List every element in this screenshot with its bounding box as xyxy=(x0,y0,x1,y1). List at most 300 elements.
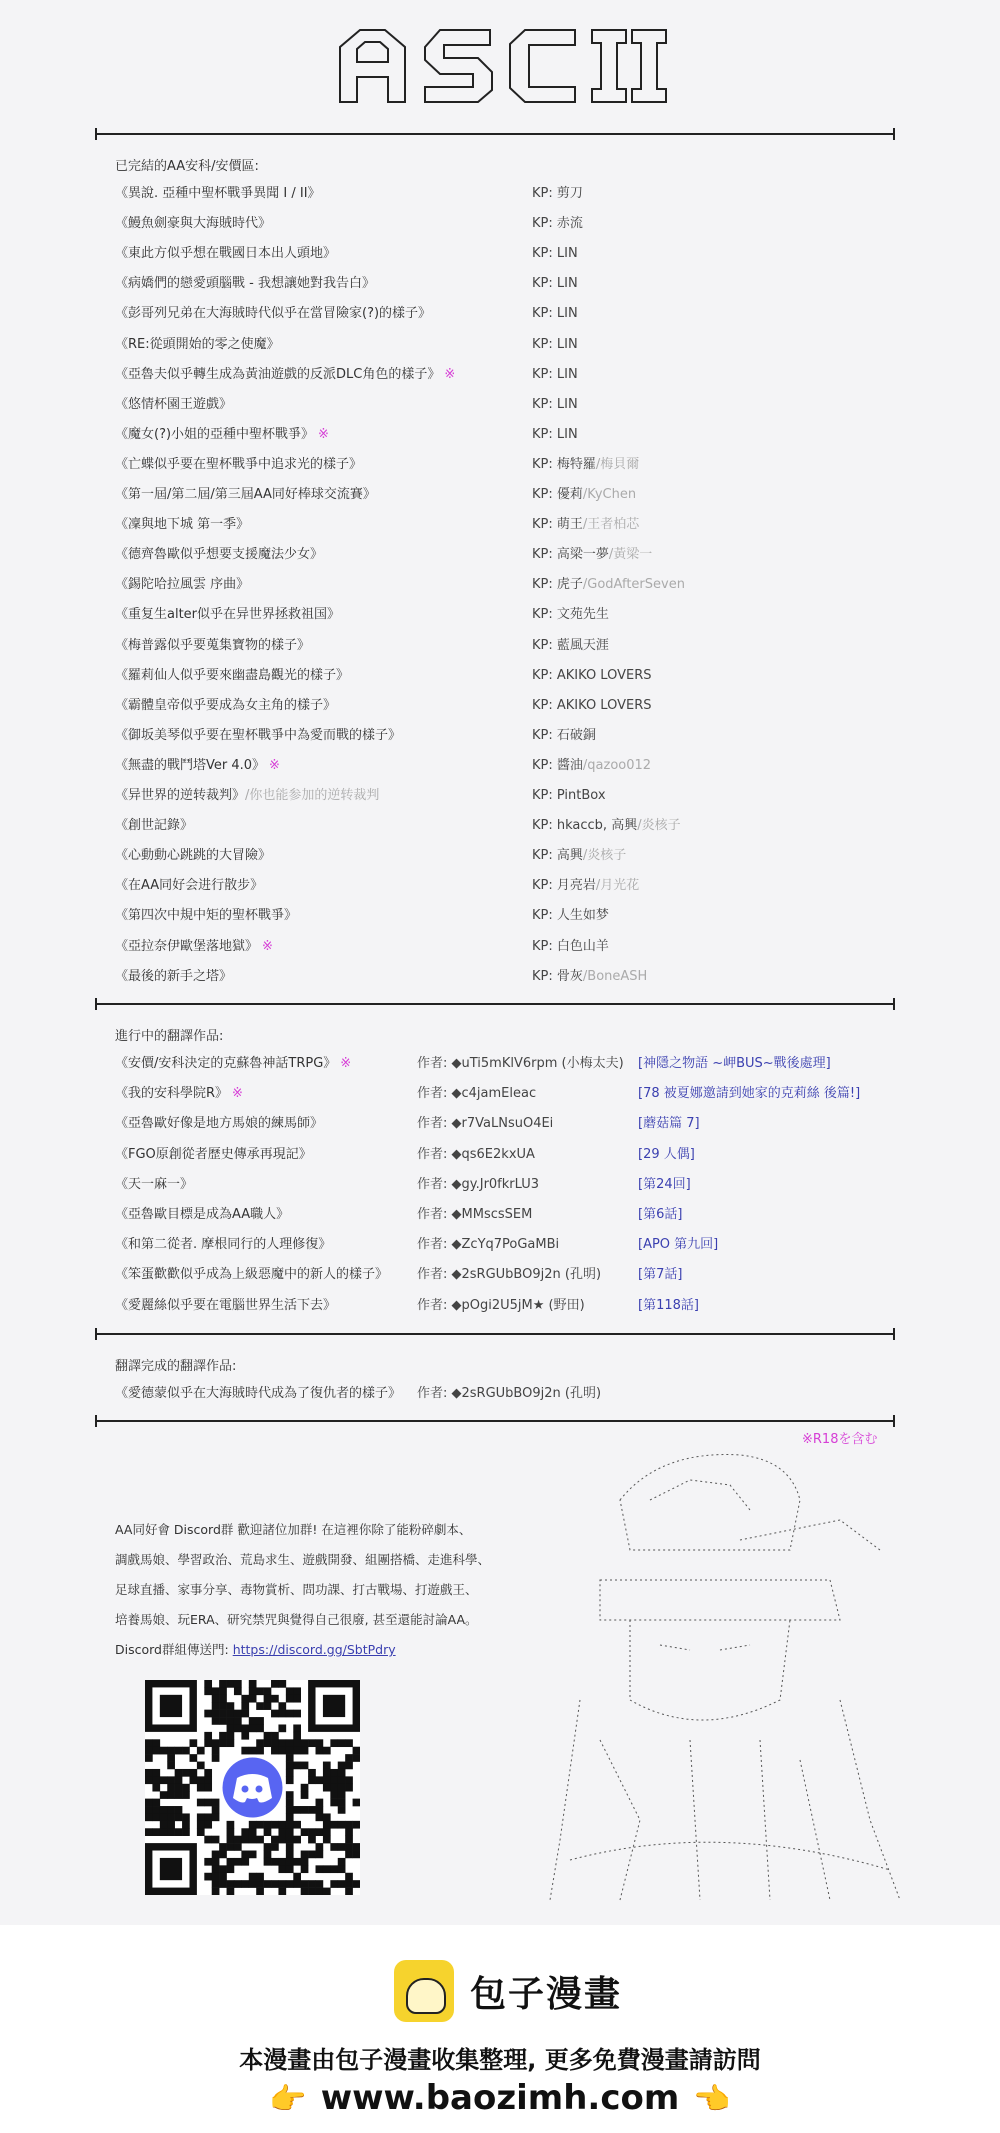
kp-credit xyxy=(532,755,651,777)
qr-module xyxy=(234,1710,242,1718)
qr-module xyxy=(293,1858,301,1866)
latest-chapter-link[interactable]: [蘑菇篇 7] xyxy=(638,1116,700,1132)
completed-row[interactable] xyxy=(115,755,895,777)
qr-module xyxy=(234,1680,242,1688)
qr-module xyxy=(152,1813,160,1821)
qr-module xyxy=(160,1776,168,1784)
qr-module xyxy=(256,1717,264,1725)
baozi-logo-icon xyxy=(394,1960,454,2022)
pointing-right-hand-icon: 👉 xyxy=(269,2082,307,2117)
kp-alt-name: /炎核子 xyxy=(582,848,627,864)
qr-module xyxy=(249,1873,257,1881)
qr-module xyxy=(189,1754,197,1762)
qr-module xyxy=(212,1851,220,1859)
finished-row[interactable] xyxy=(115,1383,895,1405)
qr-module xyxy=(145,1769,153,1777)
completed-row[interactable] xyxy=(115,334,895,356)
qr-module xyxy=(353,1843,360,1851)
qr-finder xyxy=(323,1695,345,1717)
qr-module xyxy=(204,1858,212,1866)
qr-module xyxy=(330,1739,338,1747)
qr-module xyxy=(353,1754,360,1762)
completed-row[interactable] xyxy=(115,213,895,235)
footer-url[interactable]: www.baozimh.com xyxy=(320,2078,680,2118)
work-title: 《重复生alter似乎在异世界拯救祖国》 xyxy=(115,607,341,623)
qr-module xyxy=(256,1687,264,1695)
qr-module xyxy=(316,1739,324,1747)
work-title-text: 《我的安科學院R》 xyxy=(115,1086,229,1102)
qr-module xyxy=(330,1791,338,1799)
qr-module xyxy=(167,1747,175,1755)
discord-line-1: AA同好會 Discord群 歡迎諸位加群! 在這裡你除了能粉碎劇本、 xyxy=(115,1522,472,1537)
qr-module xyxy=(330,1865,338,1873)
qr-module xyxy=(249,1724,257,1732)
qr-module xyxy=(338,1776,346,1784)
completed-row[interactable] xyxy=(115,544,895,566)
qr-module xyxy=(219,1717,227,1725)
qr-module xyxy=(338,1865,346,1873)
latest-chapter-link[interactable]: [APO 第九回] xyxy=(638,1237,719,1253)
completed-row[interactable] xyxy=(115,905,895,927)
completed-row[interactable] xyxy=(115,665,895,687)
qr-module xyxy=(219,1880,227,1888)
qr-module xyxy=(175,1747,183,1755)
qr-module xyxy=(197,1747,205,1755)
qr-module xyxy=(212,1710,220,1718)
kp-name: KP: 石破銅 xyxy=(532,727,596,743)
qr-module xyxy=(264,1739,272,1747)
kp-name: KP: LIN xyxy=(532,336,578,352)
qr-module xyxy=(345,1873,353,1881)
qr-module xyxy=(219,1680,227,1688)
ongoing-row[interactable] xyxy=(115,1295,895,1317)
completed-row[interactable] xyxy=(115,514,895,536)
completed-row[interactable] xyxy=(115,815,895,837)
kp-name: KP: AKIKO LOVERS xyxy=(532,697,652,713)
kp-credit xyxy=(532,905,609,927)
qr-module xyxy=(241,1710,249,1718)
completed-row[interactable] xyxy=(115,243,895,265)
qr-module xyxy=(227,1680,235,1688)
qr-module xyxy=(264,1732,272,1740)
ongoing-row[interactable] xyxy=(115,1174,895,1196)
qr-module xyxy=(234,1880,242,1888)
qr-module xyxy=(227,1865,235,1873)
qr-module xyxy=(286,1762,294,1770)
work-title: 《第四次中規中矩的聖杯戰爭》 xyxy=(115,908,298,924)
qr-module xyxy=(308,1769,316,1777)
work-title-text: 《亞魯歐目標是成為AA職人》 xyxy=(115,1207,290,1222)
kp-name: KP: hkaccb, 高興 xyxy=(532,818,638,834)
completed-row[interactable] xyxy=(115,725,895,747)
qr-module xyxy=(278,1747,286,1755)
qr-module xyxy=(241,1836,249,1844)
ascii-logo xyxy=(330,22,670,112)
work-title-text: 《和第二從者. 摩根同行的人理修復》 xyxy=(115,1237,332,1253)
qr-module xyxy=(345,1828,353,1836)
completed-row[interactable] xyxy=(115,424,895,446)
qr-module xyxy=(338,1762,346,1770)
qr-module xyxy=(212,1836,220,1844)
qr-module xyxy=(345,1762,353,1770)
qr-module xyxy=(345,1776,353,1784)
latest-chapter-link[interactable]: [29 人偶] xyxy=(638,1146,695,1162)
qr-module xyxy=(160,1791,168,1799)
kp-credit xyxy=(532,454,639,476)
qr-module xyxy=(152,1776,160,1784)
kp-credit xyxy=(532,845,626,867)
latest-chapter-link[interactable]: [第118話] xyxy=(638,1297,699,1313)
qr-module xyxy=(301,1858,309,1866)
qr-module xyxy=(160,1806,168,1814)
ongoing-row[interactable] xyxy=(115,1113,895,1135)
qr-module xyxy=(323,1784,331,1792)
qr-module xyxy=(212,1747,220,1755)
author-credit: 作者: ◆r7VaLNsuO4Ei xyxy=(417,1116,554,1132)
qr-module xyxy=(338,1791,346,1799)
logo-text: ASCII xyxy=(500,110,503,111)
qr-module xyxy=(308,1836,316,1844)
kp-name: KP: LIN xyxy=(532,426,578,442)
discord-eye-icon xyxy=(256,1786,263,1793)
qr-module xyxy=(330,1821,338,1829)
author-credit: 作者: ◆pOgi2U5jM★ (野田) xyxy=(417,1297,585,1313)
kp-credit xyxy=(532,604,609,626)
completed-row[interactable] xyxy=(115,394,895,416)
kp-credit xyxy=(532,514,639,536)
qr-module xyxy=(301,1762,309,1770)
completed-row[interactable] xyxy=(115,273,895,295)
qr-module xyxy=(293,1821,301,1829)
work-title xyxy=(115,1264,388,1286)
completed-row[interactable] xyxy=(115,695,895,717)
kp-name: KP: 骨灰 xyxy=(532,968,583,984)
r18-note: ※R18を含む xyxy=(802,1432,878,1447)
completed-row[interactable] xyxy=(115,785,895,807)
qr-module xyxy=(145,1776,153,1784)
qr-module xyxy=(353,1821,360,1829)
qr-module xyxy=(286,1880,294,1888)
section-divider xyxy=(95,1420,895,1422)
qr-module xyxy=(293,1880,301,1888)
qr-module xyxy=(167,1776,175,1784)
qr-module xyxy=(249,1836,257,1844)
qr-module xyxy=(316,1888,324,1895)
footer-url-row xyxy=(0,2078,1000,2118)
qr-module xyxy=(175,1784,183,1792)
kp-credit xyxy=(532,243,578,265)
qr-module xyxy=(241,1747,249,1755)
work-title-text: 《亞魯歐好像是地方馬娘的練馬師》 xyxy=(115,1116,324,1132)
qr-module xyxy=(204,1710,212,1718)
qr-module xyxy=(345,1843,353,1851)
ongoing-row[interactable] xyxy=(115,1144,895,1166)
qr-module xyxy=(227,1724,235,1732)
qr-module xyxy=(256,1836,264,1844)
qr-module xyxy=(323,1888,331,1895)
qr-module xyxy=(308,1806,316,1814)
qr-module xyxy=(308,1888,316,1895)
work-title-text: 《天一麻一》 xyxy=(115,1176,194,1192)
qr-module xyxy=(330,1799,338,1807)
qr-module xyxy=(256,1880,264,1888)
qr-module xyxy=(212,1813,220,1821)
latest-chapter-link[interactable]: [第24回] xyxy=(638,1176,691,1192)
qr-module xyxy=(212,1880,220,1888)
kp-alt-name: /qazoo012 xyxy=(582,757,652,773)
qr-module xyxy=(256,1739,264,1747)
qr-module xyxy=(212,1739,220,1747)
finished-title: 翻譯完成的翻譯作品: xyxy=(115,1359,237,1374)
qr-module xyxy=(345,1784,353,1792)
qr-module xyxy=(256,1747,264,1755)
kp-alt-name: /黃梁一 xyxy=(608,547,653,563)
qr-module xyxy=(278,1880,286,1888)
ongoing-row[interactable] xyxy=(115,1053,895,1075)
qr-module xyxy=(293,1695,301,1703)
qr-module xyxy=(293,1806,301,1814)
qr-module xyxy=(323,1747,331,1755)
author-credit: 作者: ◆qs6E2kxUA xyxy=(417,1146,535,1162)
completed-row[interactable] xyxy=(115,364,895,386)
qr-module xyxy=(293,1873,301,1881)
qr-module xyxy=(145,1828,153,1836)
work-title: 《無盡的戰鬥塔Ver 4.0》 ※ xyxy=(115,757,280,773)
kp-alt-name: /KyChen xyxy=(582,487,637,502)
qr-module xyxy=(249,1747,257,1755)
completed-row[interactable] xyxy=(115,183,895,205)
qr-module xyxy=(316,1799,324,1807)
qr-module xyxy=(212,1806,220,1814)
qr-module xyxy=(286,1858,294,1866)
qr-module xyxy=(212,1799,220,1807)
kp-name: KP: 赤流 xyxy=(532,216,583,232)
qr-module xyxy=(241,1858,249,1866)
completed-row[interactable] xyxy=(115,936,895,958)
qr-module xyxy=(234,1843,242,1851)
kp-credit xyxy=(532,424,578,446)
work-title: 《亡蝶似乎要在聖杯戰爭中追求光的樣子》 xyxy=(115,456,363,472)
qr-module xyxy=(227,1836,235,1844)
qr-module xyxy=(278,1858,286,1866)
qr-module xyxy=(271,1732,279,1740)
qr-module xyxy=(145,1813,153,1821)
qr-module xyxy=(286,1791,294,1799)
qr-module xyxy=(249,1717,257,1725)
qr-module xyxy=(160,1813,168,1821)
qr-module xyxy=(212,1695,220,1703)
qr-module xyxy=(256,1724,264,1732)
qr-module xyxy=(175,1769,183,1777)
qr-module xyxy=(219,1710,227,1718)
qr-module xyxy=(308,1851,316,1859)
qr-module xyxy=(286,1769,294,1777)
kp-name: KP: AKIKO LOVERS xyxy=(532,667,652,683)
qr-module xyxy=(227,1880,235,1888)
qr-module xyxy=(278,1888,286,1895)
work-title xyxy=(115,1204,289,1226)
kp-credit xyxy=(532,364,578,386)
qr-module xyxy=(278,1724,286,1732)
qr-module xyxy=(316,1851,324,1859)
qr-module xyxy=(249,1821,257,1829)
qr-module xyxy=(286,1828,294,1836)
qr-module xyxy=(301,1865,309,1873)
qr-module xyxy=(175,1806,183,1814)
work-title: 《彭哥列兄弟在大海賊時代似乎在當冒險家(?)的樣子》 xyxy=(115,306,432,322)
ongoing-row[interactable] xyxy=(115,1204,895,1226)
kp-credit xyxy=(532,484,636,506)
qr-module xyxy=(152,1806,160,1814)
kp-name: KP: 梅特羅 xyxy=(532,456,596,472)
qr-module xyxy=(145,1799,153,1807)
qr-module xyxy=(264,1880,272,1888)
qr-module xyxy=(204,1799,212,1807)
discord-link[interactable]: https://discord.gg/SbtPdry xyxy=(232,1642,396,1657)
qr-module xyxy=(293,1739,301,1747)
discord-qr-code[interactable] xyxy=(145,1680,360,1895)
work-title: 《霸體皇帝似乎要成為女主角的樣子》 xyxy=(115,697,337,713)
qr-module xyxy=(278,1821,286,1829)
qr-module xyxy=(227,1843,235,1851)
qr-module xyxy=(301,1851,309,1859)
qr-module xyxy=(256,1702,264,1710)
qr-module xyxy=(323,1813,331,1821)
qr-module xyxy=(175,1791,183,1799)
kp-credit xyxy=(532,574,685,596)
ongoing-row[interactable] xyxy=(115,1083,895,1105)
kp-name: KP: 虎子 xyxy=(532,577,583,593)
star-mark: ※ xyxy=(340,1056,352,1071)
qr-module xyxy=(308,1739,316,1747)
latest-chapter-link[interactable]: [神隱之物語 ~岬BUS~戰後處理] xyxy=(638,1056,831,1071)
work-title xyxy=(115,1295,336,1317)
qr-module xyxy=(286,1747,294,1755)
qr-module xyxy=(182,1791,190,1799)
work-title: 《最後的新手之塔》 xyxy=(115,968,233,984)
work-title: 《异世界的逆转裁判》/你也能参加的逆转裁判 xyxy=(115,788,380,803)
qr-module xyxy=(249,1680,257,1688)
qr-module xyxy=(286,1710,294,1718)
kp-name: KP: 高梁一夢 xyxy=(532,547,609,563)
qr-module xyxy=(286,1739,294,1747)
qr-module xyxy=(353,1747,360,1755)
section-divider xyxy=(95,1003,895,1005)
kp-credit xyxy=(532,695,651,717)
qr-finder xyxy=(160,1695,182,1717)
ongoing-row[interactable] xyxy=(115,1234,895,1256)
kp-name: KP: 文苑先生 xyxy=(532,607,609,623)
work-title xyxy=(115,1113,323,1135)
qr-module xyxy=(264,1851,272,1859)
qr-module xyxy=(249,1695,257,1703)
completed-row[interactable] xyxy=(115,303,895,325)
qr-module xyxy=(323,1769,331,1777)
qr-module xyxy=(175,1813,183,1821)
qr-module xyxy=(345,1880,353,1888)
qr-module xyxy=(241,1702,249,1710)
kp-alt-name: /BoneASH xyxy=(582,968,648,984)
qr-module xyxy=(271,1821,279,1829)
qr-module xyxy=(241,1851,249,1859)
completed-row[interactable] xyxy=(115,635,895,657)
qr-module xyxy=(227,1717,235,1725)
qr-module xyxy=(160,1828,168,1836)
qr-module xyxy=(204,1769,212,1777)
qr-module xyxy=(234,1724,242,1732)
ongoing-row[interactable] xyxy=(115,1264,895,1286)
completed-row[interactable] xyxy=(115,875,895,897)
discord-link-row xyxy=(115,1635,396,1665)
qr-module xyxy=(278,1680,286,1688)
qr-module xyxy=(345,1888,353,1895)
qr-module xyxy=(227,1702,235,1710)
qr-module xyxy=(212,1873,220,1881)
work-title xyxy=(115,1234,331,1256)
latest-chapter-link[interactable]: [第6話] xyxy=(638,1207,683,1222)
completed-row[interactable] xyxy=(115,604,895,626)
qr-module xyxy=(338,1739,346,1747)
discord-face-icon xyxy=(233,1774,272,1803)
qr-module xyxy=(338,1880,346,1888)
qr-module xyxy=(271,1858,279,1866)
qr-module xyxy=(182,1747,190,1755)
completed-row[interactable] xyxy=(115,966,895,988)
qr-module xyxy=(353,1799,360,1807)
qr-module xyxy=(330,1784,338,1792)
latest-chapter-link[interactable]: [78 被夏娜邀請到她家的克莉絲 後篇!] xyxy=(638,1086,861,1102)
kp-name: KP: 萌王 xyxy=(532,517,583,533)
qr-module xyxy=(182,1769,190,1777)
work-title: 《悠情杯園王遊戲》 xyxy=(115,396,233,412)
kp-credit xyxy=(532,213,583,235)
kp-alt-name: /GodAfterSeven xyxy=(582,577,685,593)
qr-module xyxy=(212,1865,220,1873)
qr-module xyxy=(286,1821,294,1829)
qr-module xyxy=(323,1865,331,1873)
work-title xyxy=(115,1053,351,1075)
qr-module xyxy=(271,1836,279,1844)
work-title-text: 《FGO原創從者歷史傳承再現記》 xyxy=(115,1146,312,1162)
qr-module xyxy=(330,1776,338,1784)
qr-module xyxy=(264,1702,272,1710)
qr-module xyxy=(293,1747,301,1755)
work-title: 《鰻魚劍豪與大海賊時代》 xyxy=(115,216,272,232)
kp-name: KP: 白色山羊 xyxy=(532,938,609,954)
completed-row[interactable] xyxy=(115,574,895,596)
qr-module xyxy=(197,1821,205,1829)
qr-module xyxy=(189,1739,197,1747)
completed-row[interactable] xyxy=(115,454,895,476)
work-title: 《梅普露似乎要蒐集寶物的樣子》 xyxy=(115,637,311,653)
kp-name: KP: PintBox xyxy=(532,788,606,803)
qr-module xyxy=(197,1762,205,1770)
qr-module xyxy=(249,1828,257,1836)
qr-module xyxy=(264,1843,272,1851)
latest-chapter-link[interactable]: [第7話] xyxy=(638,1267,683,1283)
qr-module xyxy=(182,1828,190,1836)
qr-module xyxy=(330,1880,338,1888)
completed-row[interactable] xyxy=(115,484,895,506)
work-title: 《病嬌們的戀愛頭腦戰 - 我想讓她對我告白》 xyxy=(115,276,375,292)
qr-module xyxy=(204,1813,212,1821)
completed-row[interactable] xyxy=(115,845,895,867)
work-title: 《RE:從頭開始的零之使魔》 xyxy=(115,336,280,352)
qr-module xyxy=(278,1702,286,1710)
qr-module xyxy=(204,1687,212,1695)
qr-module xyxy=(212,1754,220,1762)
qr-module xyxy=(145,1739,153,1747)
